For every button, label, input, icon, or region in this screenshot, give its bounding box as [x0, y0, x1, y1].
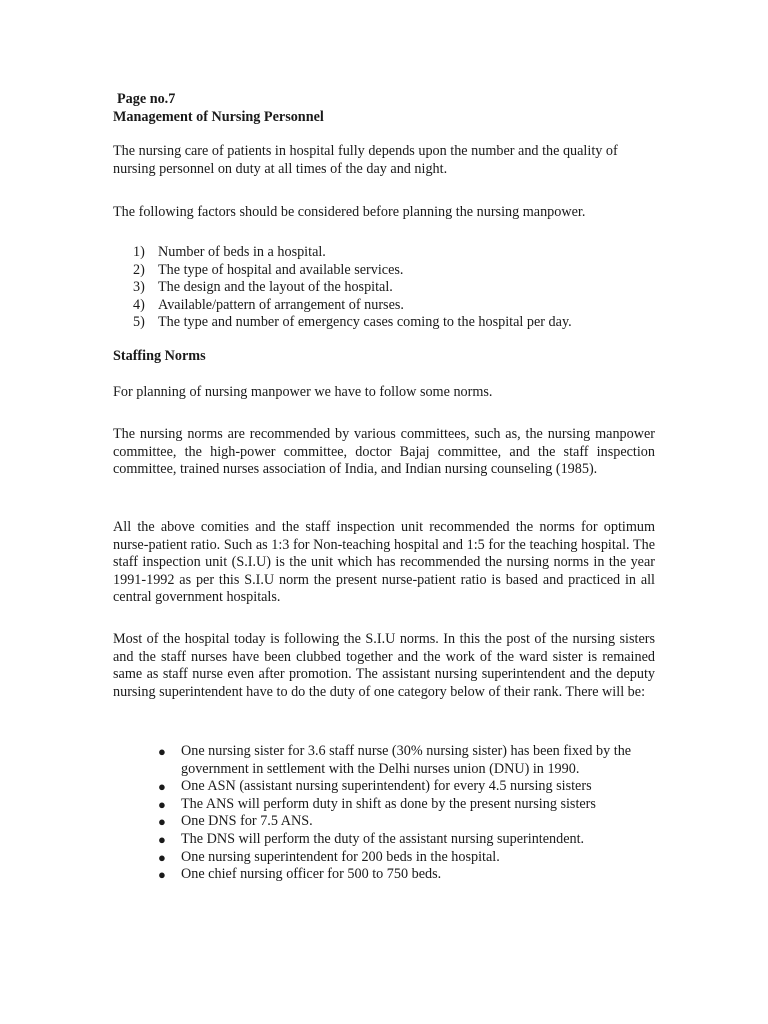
list-item-text: The design and the layout of the hospital. — [158, 279, 393, 296]
list-item-text: The ANS will perform duty in shift as done by the present nursing sisters — [181, 795, 596, 812]
list-item-text: One nursing superintendent for 200 beds in the hospital. — [181, 848, 500, 865]
hospital-norms-paragraph: Most of the hospital today is following the S.I.U norms. In this the post of the nursing sisters and the staff nurses have been clubbed together and the work of the ward sister is remained same as staff nurse even after promotion. The assistant nursing superintendent and the deputy nursing superintendent have to do the duty of one category below of their rank. There will be: — [113, 631, 655, 700]
bullet-icon: ● — [158, 814, 166, 830]
norms-bullet-list — [113, 743, 655, 884]
list-item — [113, 314, 655, 332]
page-number-label: Page no.7 — [117, 91, 176, 107]
list-item — [113, 849, 655, 867]
list-item — [113, 831, 655, 849]
list-item-text: Number of beds in a hospital. — [158, 244, 326, 260]
list-item-text: One chief nursing officer for 500 to 750 beds. — [181, 866, 442, 883]
bullet-icon: ● — [158, 779, 166, 795]
list-item-text: The type and number of emergency cases coming to the hospital per day. — [158, 314, 572, 331]
list-item — [113, 279, 655, 297]
factors-list — [113, 244, 655, 332]
list-item-text: Available/pattern of arrangement of nurses. — [158, 296, 404, 313]
list-item-number: 1) — [133, 244, 145, 260]
list-item-number: 3) — [133, 279, 145, 296]
factors-intro-paragraph: The following factors should be considered before planning the nursing manpower. — [113, 204, 586, 220]
list-item-text: One nursing sister for 3.6 staff nurse (30% nursing sister) has been fixed by the government in settlement with the Delhi nurses union (DNU) in 1990. — [181, 743, 632, 777]
bullet-icon: ● — [158, 867, 166, 883]
siu-norms-paragraph: All the above comities and the staff inspection unit recommended the norms for optimum nurse-patient ratio. Such as 1:3 for Non-teaching hospital and 1:5 for the teaching hospital. The staff inspection unit (S.I.U) is the unit which has recommended the nursing norms in the year 1991-1992 as per this S.I.U norm the present nurse-patient ratio is based and practiced in all central government hospitals. — [113, 519, 655, 606]
bullet-icon: ● — [158, 831, 166, 847]
list-item — [113, 813, 655, 831]
section-title: Management of Nursing Personnel — [113, 109, 324, 125]
list-item — [113, 244, 655, 262]
list-item — [113, 262, 655, 280]
list-item — [113, 778, 655, 796]
list-item-text: One DNS for 7.5 ANS. — [181, 813, 313, 830]
norms-intro-paragraph: For planning of nursing manpower we have to follow some norms. — [113, 384, 493, 400]
list-item-text: One ASN (assistant nursing superintendent) for every 4.5 nursing sisters — [181, 778, 592, 795]
staffing-norms-heading: Staffing Norms — [113, 348, 206, 364]
bullet-icon: ● — [158, 849, 166, 865]
list-item-text: The DNS will perform the duty of the assistant nursing superintendent. — [181, 830, 585, 847]
list-item — [113, 866, 655, 884]
bullet-icon: ● — [158, 796, 166, 812]
committees-paragraph: The nursing norms are recommended by various committees, such as, the nursing manpower committee, the high-power committee, doctor Bajaj committee, and the staff inspection committee, trained nurses association of India, and Indian nursing counseling (1985). — [113, 426, 655, 478]
list-item — [113, 297, 655, 315]
list-item-number: 2) — [133, 261, 145, 278]
bullet-icon: ● — [158, 744, 166, 759]
list-item-text: The type of hospital and available services. — [158, 261, 404, 278]
list-item-number: 4) — [133, 296, 145, 313]
list-item — [113, 796, 655, 814]
list-item-number: 5) — [133, 314, 145, 331]
intro-paragraph: The nursing care of patients in hospital fully depends upon the number and the quality of nursing personnel on duty at all times of the day and night. — [113, 143, 618, 177]
list-item — [113, 743, 655, 778]
